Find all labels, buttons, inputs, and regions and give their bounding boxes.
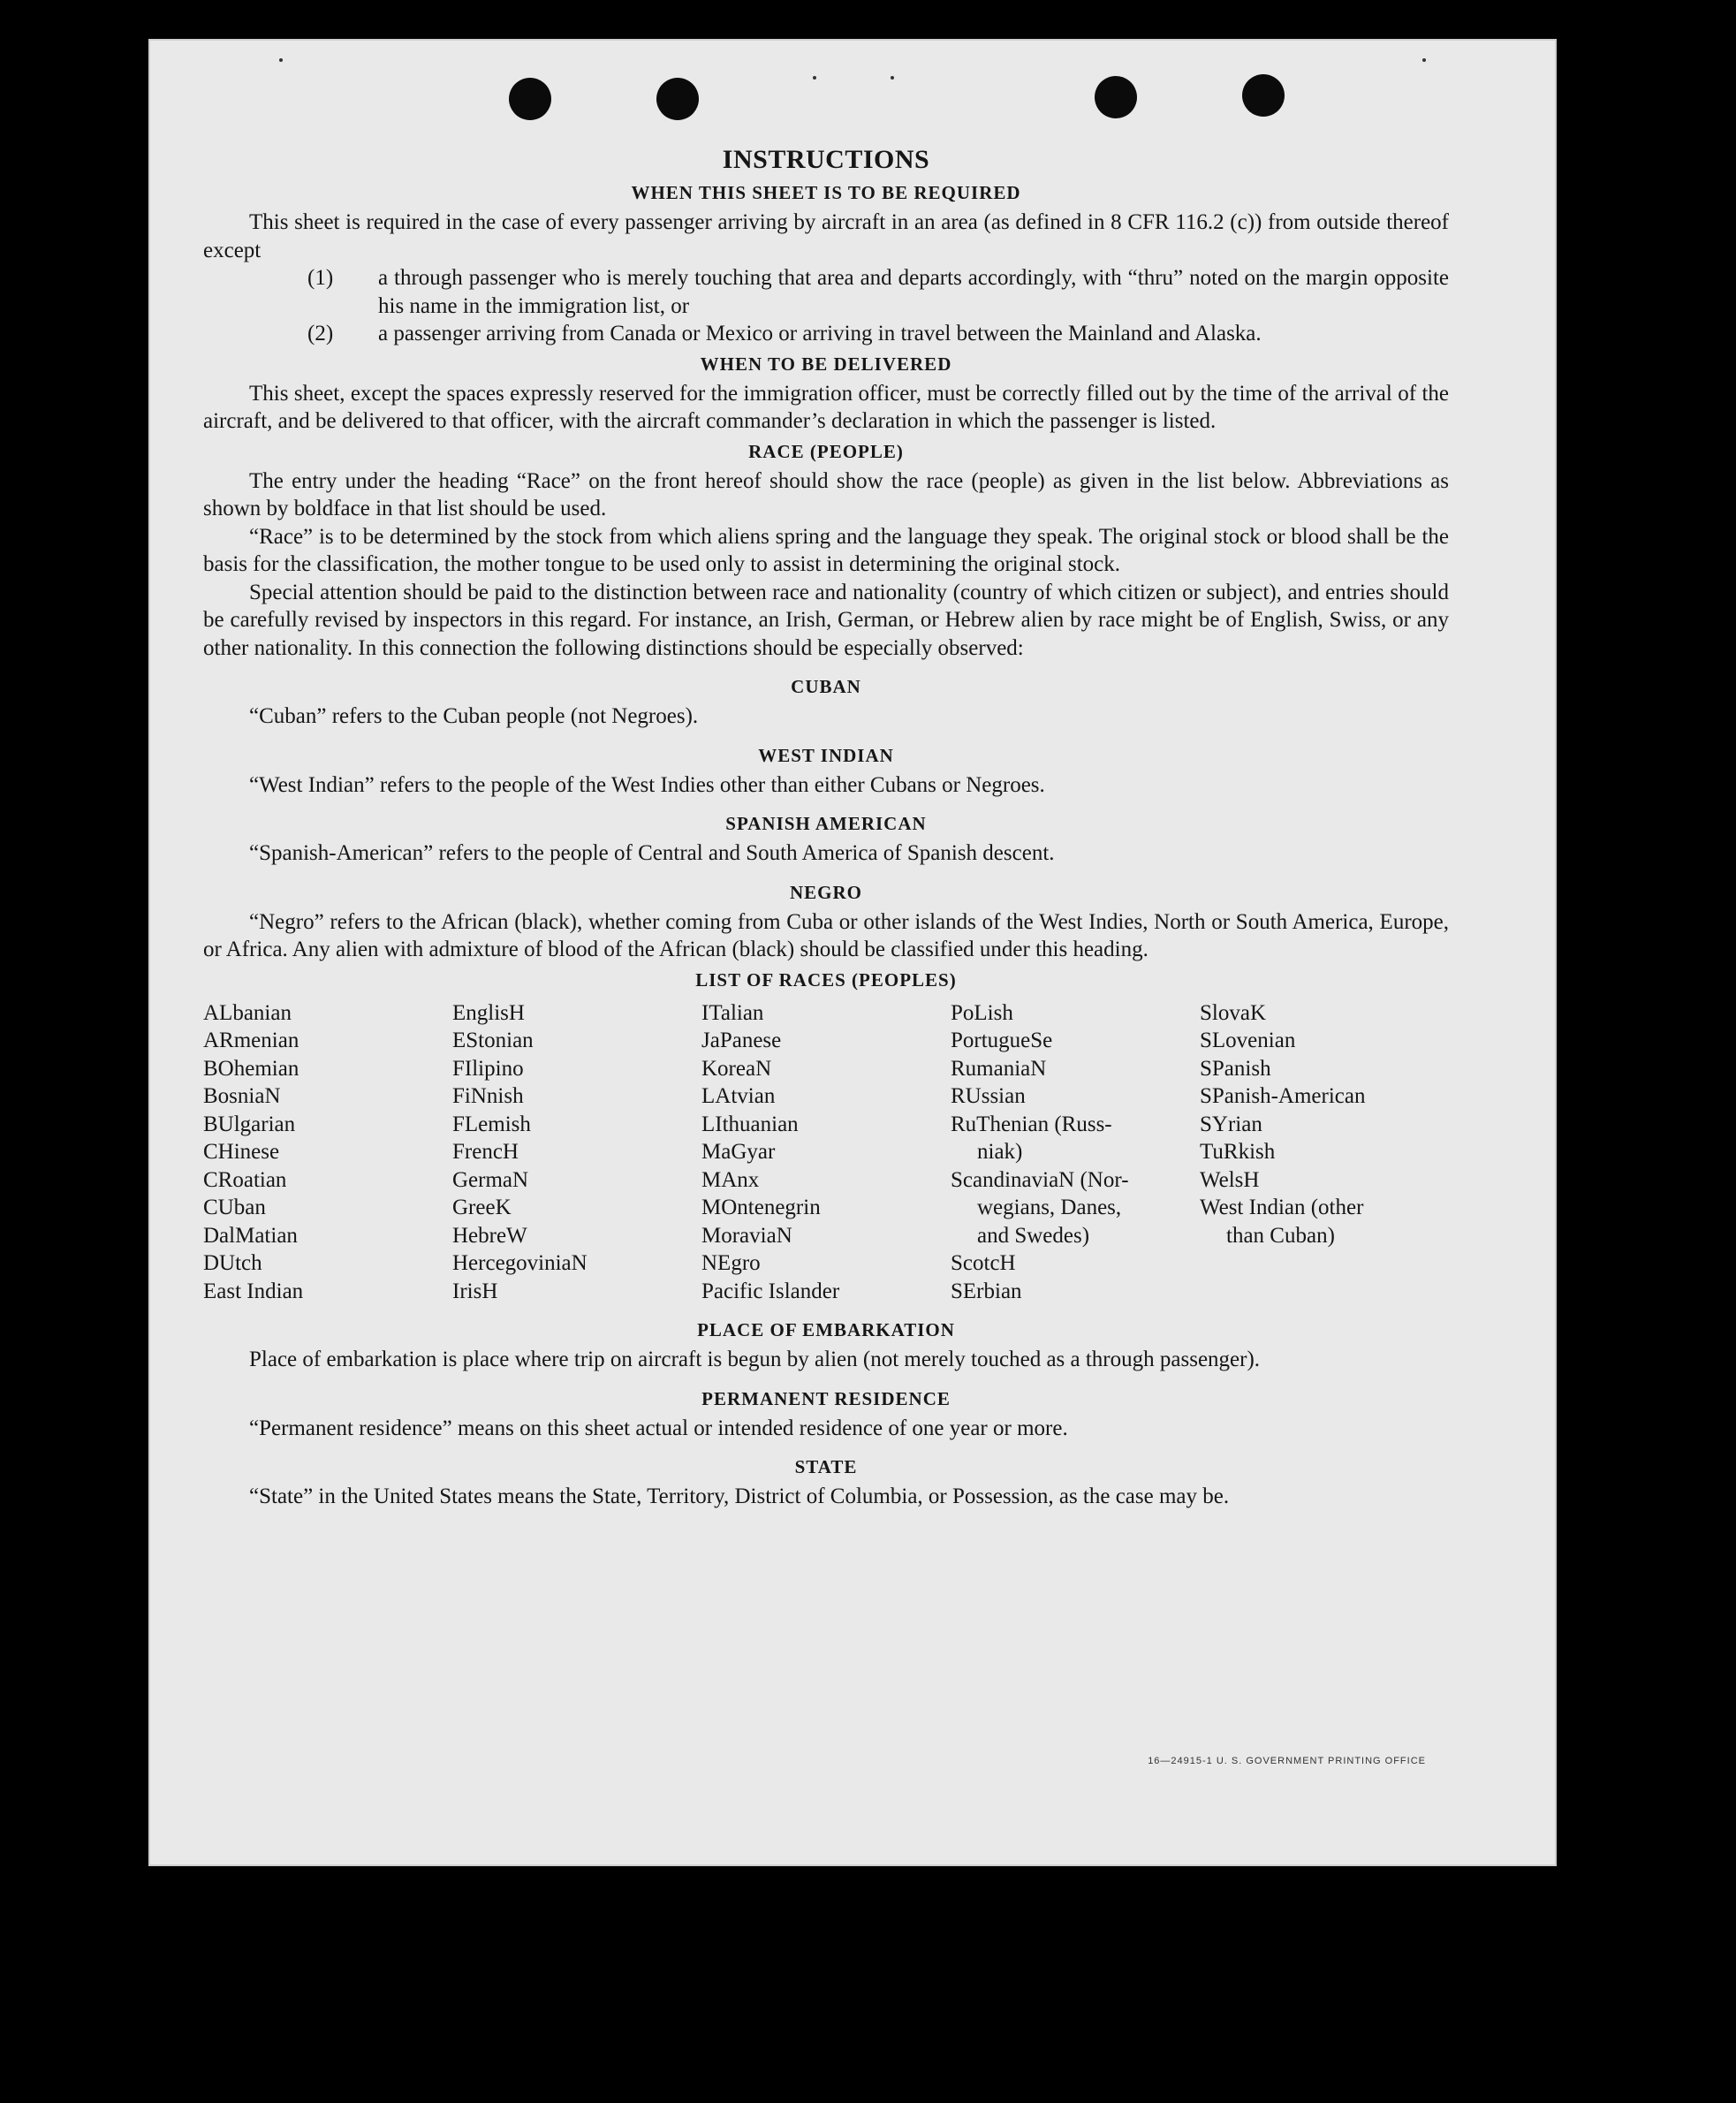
race-entry: PortugueSe	[951, 1029, 1053, 1052]
race-entry: GermaN	[452, 1167, 529, 1192]
race-entry: LAtvian	[701, 1084, 776, 1108]
race-entry: HebreW	[452, 1223, 527, 1248]
race-entry: EStonian	[452, 1029, 534, 1052]
race-entry: WelsH	[1200, 1167, 1260, 1192]
race-entry: NEgro	[701, 1251, 761, 1275]
race-entry: HercegoviniaN	[452, 1251, 588, 1275]
race-entry: LIthuanian	[701, 1112, 799, 1136]
race-entry: FIlipino	[452, 1056, 524, 1081]
state-text: “State” in the United States means the State, Territory, District of Columbia, or Possession, as the case may be.	[249, 1484, 1230, 1508]
heading-negro: NEGRO	[789, 881, 862, 903]
speck	[1422, 58, 1426, 62]
race-entry: BUlgarian	[203, 1112, 296, 1136]
race-entry: DUtch	[203, 1251, 262, 1275]
races-column-5	[1200, 999, 1449, 1306]
race-entry: and Swedes)	[977, 1223, 1090, 1248]
races-list	[203, 999, 1449, 1306]
exception-number: (1)	[307, 266, 334, 290]
race-entry: CUban	[203, 1196, 266, 1219]
race-entry: Pacific Islander	[701, 1279, 840, 1303]
race-entry: ScotcH	[951, 1251, 1016, 1275]
race-entry: West Indian (other	[1200, 1196, 1364, 1219]
race-entry: SPanish	[1200, 1056, 1271, 1081]
race-entry: GreeK	[452, 1196, 512, 1219]
race-entry: CRoatian	[203, 1167, 287, 1192]
race-entry: JaPanese	[701, 1029, 782, 1052]
race-entry: DalMatian	[203, 1223, 298, 1248]
exception-item	[203, 320, 1449, 348]
cuban-text: “Cuban” refers to the Cuban people (not Negroes).	[249, 704, 699, 728]
heading-embarkation: PLACE OF EMBARKATION	[697, 1319, 955, 1340]
race-paragraph-1: The entry under the heading “Race” on the front hereof should show the race (people) as given in the list below. Abbreviations as shown by boldface in that list should be used.	[203, 468, 1449, 520]
instructions-content	[203, 145, 1449, 1511]
race-paragraph-2: “Race” is to be determined by the stock from which aliens spring and the language they speak. The original stock or blood shall be the basis for the classification, the mother tongue to be used only to assist in determining the original stock.	[203, 524, 1449, 576]
race-entry: ScandinaviaN (Nor-	[951, 1167, 1129, 1192]
race-entry: niak)	[977, 1140, 1023, 1164]
printing-office-footnote: 16—24915-1 U. S. GOVERNMENT PRINTING OFFICE	[1148, 1756, 1426, 1766]
races-column-1	[203, 999, 452, 1306]
race-paragraph-3: Special attention should be paid to the distinction between race and nationality (country of which citizen or subject), and entries should be carefully revised by inspectors in this regard. For instance, an Irish, German, or Hebrew alien by race might be of English, Swiss, or any other nationality. In this connection the following distinctions should be especially observed:	[203, 580, 1449, 660]
race-entry: East Indian	[203, 1279, 304, 1303]
race-entry: wegians, Danes,	[977, 1196, 1122, 1219]
race-entry: FLemish	[452, 1112, 531, 1136]
race-entry: KoreaN	[701, 1056, 772, 1081]
punch-hole	[509, 78, 551, 120]
race-entry: BosniaN	[203, 1084, 281, 1108]
race-entry: FrencH	[452, 1140, 519, 1164]
race-entry: MOntenegrin	[701, 1196, 821, 1219]
race-entry: SErbian	[951, 1279, 1022, 1303]
embarkation-text: Place of embarkation is place where trip on aircraft is begun by alien (not merely touched as a through passenger).	[249, 1348, 1261, 1371]
heading-when-delivered: WHEN TO BE DELIVERED	[700, 353, 952, 375]
race-entry: RumaniaN	[951, 1056, 1047, 1081]
race-entry: than Cuban)	[1226, 1223, 1335, 1248]
heading-residence: PERMANENT RESIDENCE	[701, 1387, 951, 1409]
exception-text: a through passenger who is merely touching that area and departs accordingly, with “thru” noted on the margin opposite his name in the immigration list, or	[378, 266, 1449, 318]
race-entry: MoraviaN	[701, 1223, 792, 1248]
race-entry: FiNnish	[452, 1084, 524, 1108]
west-indian-text: “West Indian” refers to the people of the West Indies other than either Cubans or Negroes.	[249, 772, 1045, 797]
race-entry: ITalian	[701, 1000, 764, 1025]
race-entry: TuRkish	[1200, 1140, 1276, 1164]
exception-number: (2)	[307, 322, 334, 345]
race-entry: CHinese	[203, 1140, 280, 1164]
race-entry: SYrian	[1200, 1112, 1262, 1136]
race-entry: IrisH	[452, 1279, 498, 1303]
race-entry: RuThenian (Russ-	[951, 1112, 1112, 1136]
race-entry: SlovaK	[1200, 1000, 1266, 1025]
race-entry: MAnx	[701, 1167, 760, 1192]
when-required-intro: This sheet is required in the case of every passenger arriving by aircraft in an area (as defined in 8 CFR 116.2 (c)) from outside thereof except	[203, 210, 1449, 262]
race-entry: ARmenian	[203, 1029, 299, 1052]
race-entry: SLovenian	[1200, 1029, 1296, 1052]
speck	[279, 58, 283, 62]
race-entry: ALbanian	[203, 1000, 292, 1025]
race-entry: PoLish	[951, 1000, 1013, 1025]
spanish-american-text: “Spanish-American” refers to the people of Central and South America of Spanish descent.	[249, 841, 1055, 865]
heading-race: RACE (PEOPLE)	[748, 440, 904, 462]
punch-hole	[656, 78, 699, 120]
races-column-2	[452, 999, 701, 1306]
punch-hole	[1242, 74, 1285, 117]
heading-list-of-races: LIST OF RACES (PEOPLES)	[695, 968, 957, 991]
exception-text: a passenger arriving from Canada or Mexico or arriving in travel between the Mainland and Alaska.	[378, 322, 1262, 345]
heading-when-required: WHEN THIS SHEET IS TO BE REQUIRED	[631, 182, 1021, 203]
document-sheet	[148, 39, 1557, 1866]
race-entry: RUssian	[951, 1084, 1026, 1108]
race-entry: SPanish-American	[1200, 1084, 1366, 1108]
heading-spanish-american: SPANISH AMERICAN	[725, 813, 927, 834]
exception-item	[203, 264, 1449, 320]
race-entry: BOhemian	[203, 1056, 299, 1081]
race-entry: MaGyar	[701, 1140, 776, 1164]
heading-state: STATE	[794, 1456, 858, 1477]
races-column-3	[701, 999, 951, 1306]
speck	[891, 76, 894, 80]
punch-hole	[1095, 76, 1137, 118]
race-entry: EnglisH	[452, 1000, 525, 1025]
residence-text: “Permanent residence” means on this sheet actual or intended residence of one year or more.	[249, 1416, 1068, 1440]
races-column-4	[951, 999, 1200, 1306]
heading-west-indian: WEST INDIAN	[758, 744, 894, 766]
speck	[813, 76, 816, 80]
when-delivered-text: This sheet, except the spaces expressly reserved for the immigration officer, must be correctly filled out by the time of the arrival of the aircraft, and be delivered to that officer, with the aircraft commander’s declaration in which the passenger is listed.	[203, 381, 1449, 433]
negro-text: “Negro” refers to the African (black), whether coming from Cuba or other islands of the West Indies, North or South America, Europe, or Africa. Any alien with admixture of blood of the African (black) should be classified under this heading.	[203, 909, 1449, 961]
heading-cuban: CUBAN	[791, 676, 861, 697]
page-title: INSTRUCTIONS	[722, 145, 930, 174]
